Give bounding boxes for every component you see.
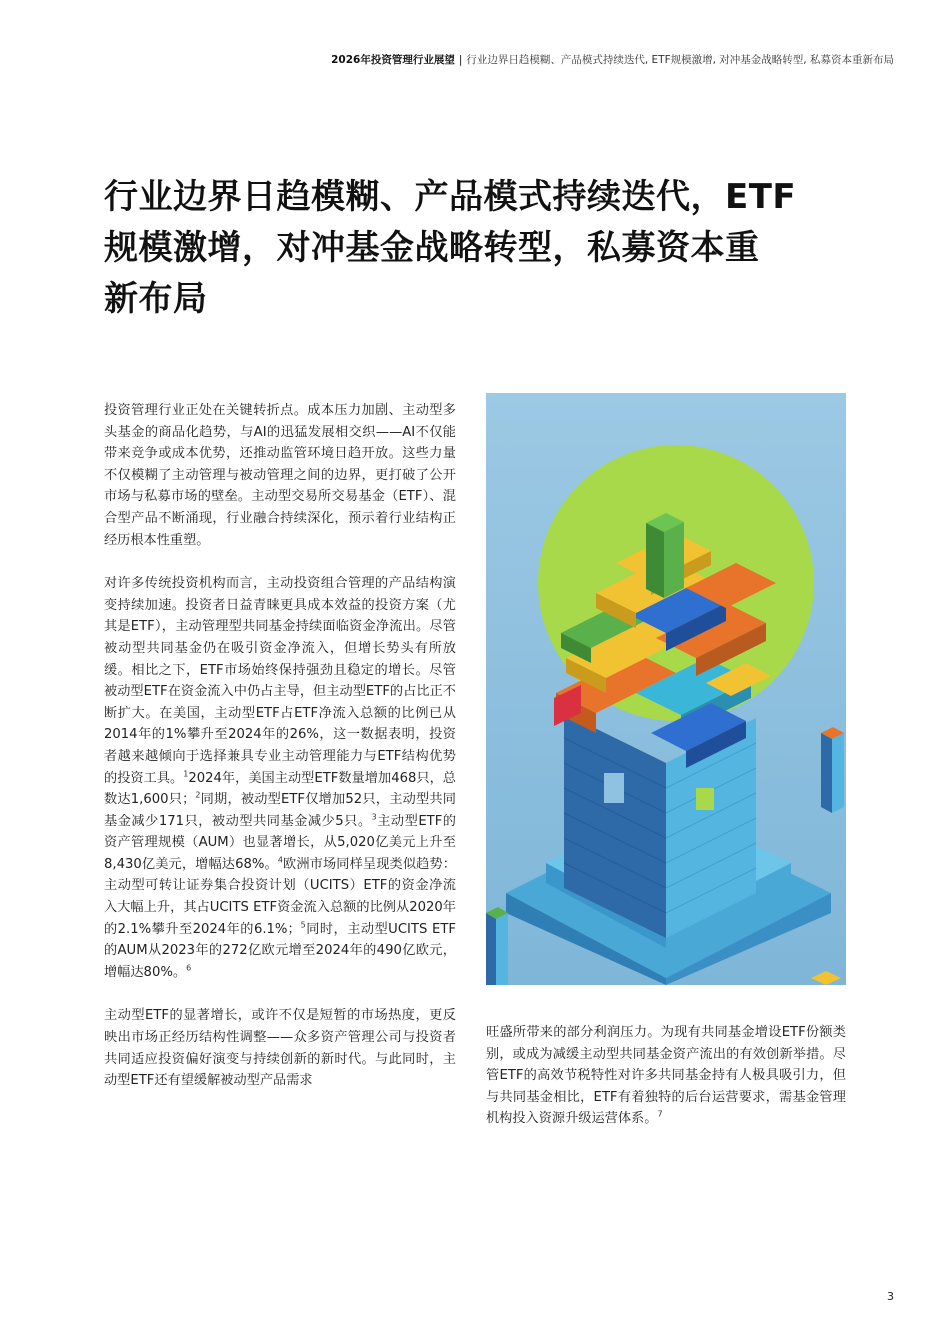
top-green-block [646, 513, 684, 598]
paragraph-intro: 投资管理行业正处在关键转折点。成本压力加剧、主动型多头基金的商品化趋势，与AI的迅猛发展相交织——AI不仅能带来竞争或成本优势，还推动监管环境日趋开放。这些力量不仅模糊了主动管理与被动管理之间的边界，更打破了公开市场与私募市场的壁垒。主动型交易所交易基金（ETF）、混合型产品不断涌现，行业融合持续深化，预示着行业结构正经历根本性重塑。 [104, 403, 456, 548]
title-line-3: 新布局 [104, 279, 208, 319]
footnote-3: 3 [371, 812, 377, 822]
page-title [104, 172, 864, 325]
header-separator: | [458, 54, 463, 66]
left-column [104, 400, 456, 1114]
footnote-6: 6 [186, 963, 192, 973]
header-report-title: 2026年投资管理行业展望 [331, 54, 455, 66]
paragraph-etf-share-class: 旺盛所带来的部分利润压力。为现有共同基金增设ETF份额类别，或成为减缓主动型共同基金资产流出的有效创新举措。尽管ETF的高效节税特性对许多共同基金持有人极具吸引力，但与共同基金相比，ETF有着独特的后台运营要求，需基金管理机构投入资源升级运营体系。$^7$ [486, 1025, 846, 1127]
paragraph-etf-growth: 对许多传统投资机构而言，主动投资组合管理的产品结构演变持续加速。投资者日益青睐更具成本效益的投资方案（尤其是ETF），主动管理型共同基金持续面临资金净流出。尽管被动型共同基金仍在吸引资金净流入，但增长势头有所放缓。相比之下，ETF市场始终保持强劲且稳定的增长。尽管被动型ETF在资金流入中仍占主导，但主动型ETF的占比正不断扩大。在美国，主动型ETF占ETF净流入总额的比例已从2014年的1%攀升至2024年的26%，这一数据表明，投资者越来越倾向于选择兼具专业主动管理能力与ETF结构优势的投资工具。$^1$2024年，美国主动型ETF数量增加468只，总数达1,600只；$^2$同期，被动型ETF仅增加52只，主动型共同基金减少171只，被动型共同基金减少5只。$^3$主动型ETF的资产管理规模（AUM）也显著增长，从5,020亿美元上升至8,430亿美元，增幅达68%。$^4$欧洲市场同样呈现类似趋势：主动型可转让证券集合投资计划（UCITS）ETF的资金净流入大幅上升，其占UCITS ETF资金流入总额的比例从2020年的2.1%攀升至2024年的6.1%；$^5$同时，主动型UCITS ETF的AUM从2023年的272亿欧元增至2024年的490亿欧元，增幅达80%。$^6$ [104, 576, 456, 980]
footnote-2: 2 [195, 790, 201, 800]
footnote-7: 7 [657, 1109, 663, 1119]
title-line-1: 行业边界日趋模糊、产品模式持续迭代，ETF [104, 177, 797, 217]
paragraph-active-etf: 主动型ETF的显著增长，或许不仅是短暂的市场热度，更反映出市场正经历结构性调整——众多资产管理公司与投资者共同适应投资偏好演变与持续创新的新时代。与此同时，主动型ETF还有望缓解被动型产品需求 [104, 1008, 456, 1089]
footnote-4: 4 [277, 855, 283, 865]
header-subtitle: 行业边界日趋模糊、产品模式持续迭代, ETF规模激增, 对冲基金战略转型, 私募资本重新布局 [466, 54, 894, 66]
footnote-5: 5 [300, 920, 306, 930]
page-number: 3 [887, 1290, 894, 1303]
title-line-2: 规模激增，对冲基金战略转型，私募资本重 [104, 228, 760, 268]
illustration-block-tower [486, 393, 846, 985]
footnote-1: 1 [183, 769, 189, 779]
block-tower-graphic [486, 393, 846, 985]
right-column [486, 1022, 846, 1130]
running-header [56, 52, 894, 67]
